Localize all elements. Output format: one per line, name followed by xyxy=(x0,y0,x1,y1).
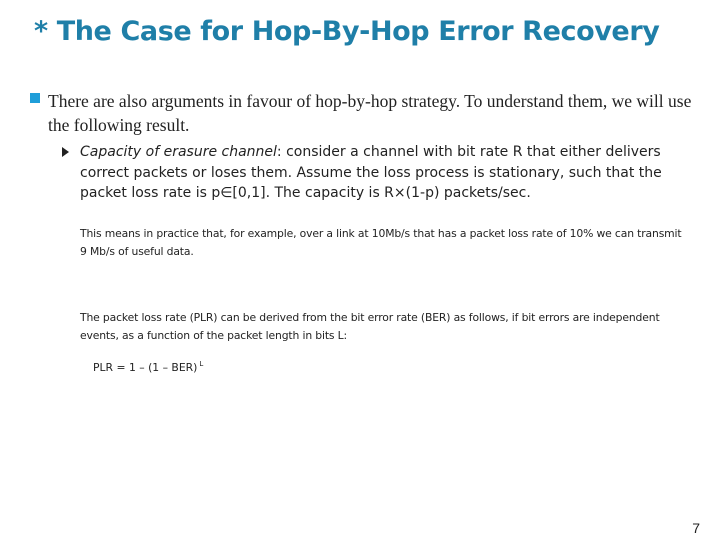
note-practical-example: This means in practice that, for example, over a link at 10Mb/s that has a packet loss rate of 10% we can transmit 9 Mb/s of useful data. xyxy=(80,227,682,258)
formula-exponent: L xyxy=(199,360,204,368)
note-plr-derivation: The packet loss rate (PLR) can be derived from the bit error rate (BER) as follows, if bit errors are independent events, as a function of the packet length in bits L: xyxy=(80,311,660,342)
bullet-level2-text xyxy=(80,142,692,204)
triangle-bullet-icon xyxy=(62,147,69,157)
bullet-level1-text: There are also arguments in favour of hop-by-hop strategy. To understand them, we will use the following result. xyxy=(48,91,692,135)
square-bullet-icon xyxy=(30,93,40,103)
bullet-level2-body: : consider a channel with bit rate R that either delivers correct packets or loses them. Assume the loss process is stationary, such that the packet loss rate is p∈[0,1]. The capacity is R×(1-p) packets/sec. xyxy=(80,144,662,201)
formula-main: PLR = 1 – (1 – BER) xyxy=(93,361,198,374)
plr-formula xyxy=(93,360,203,374)
bullet-term: Capacity of erasure channel xyxy=(80,144,277,160)
slide-title: * The Case for Hop-By-Hop Error Recovery xyxy=(34,16,660,47)
page-number: 7 xyxy=(692,520,700,536)
